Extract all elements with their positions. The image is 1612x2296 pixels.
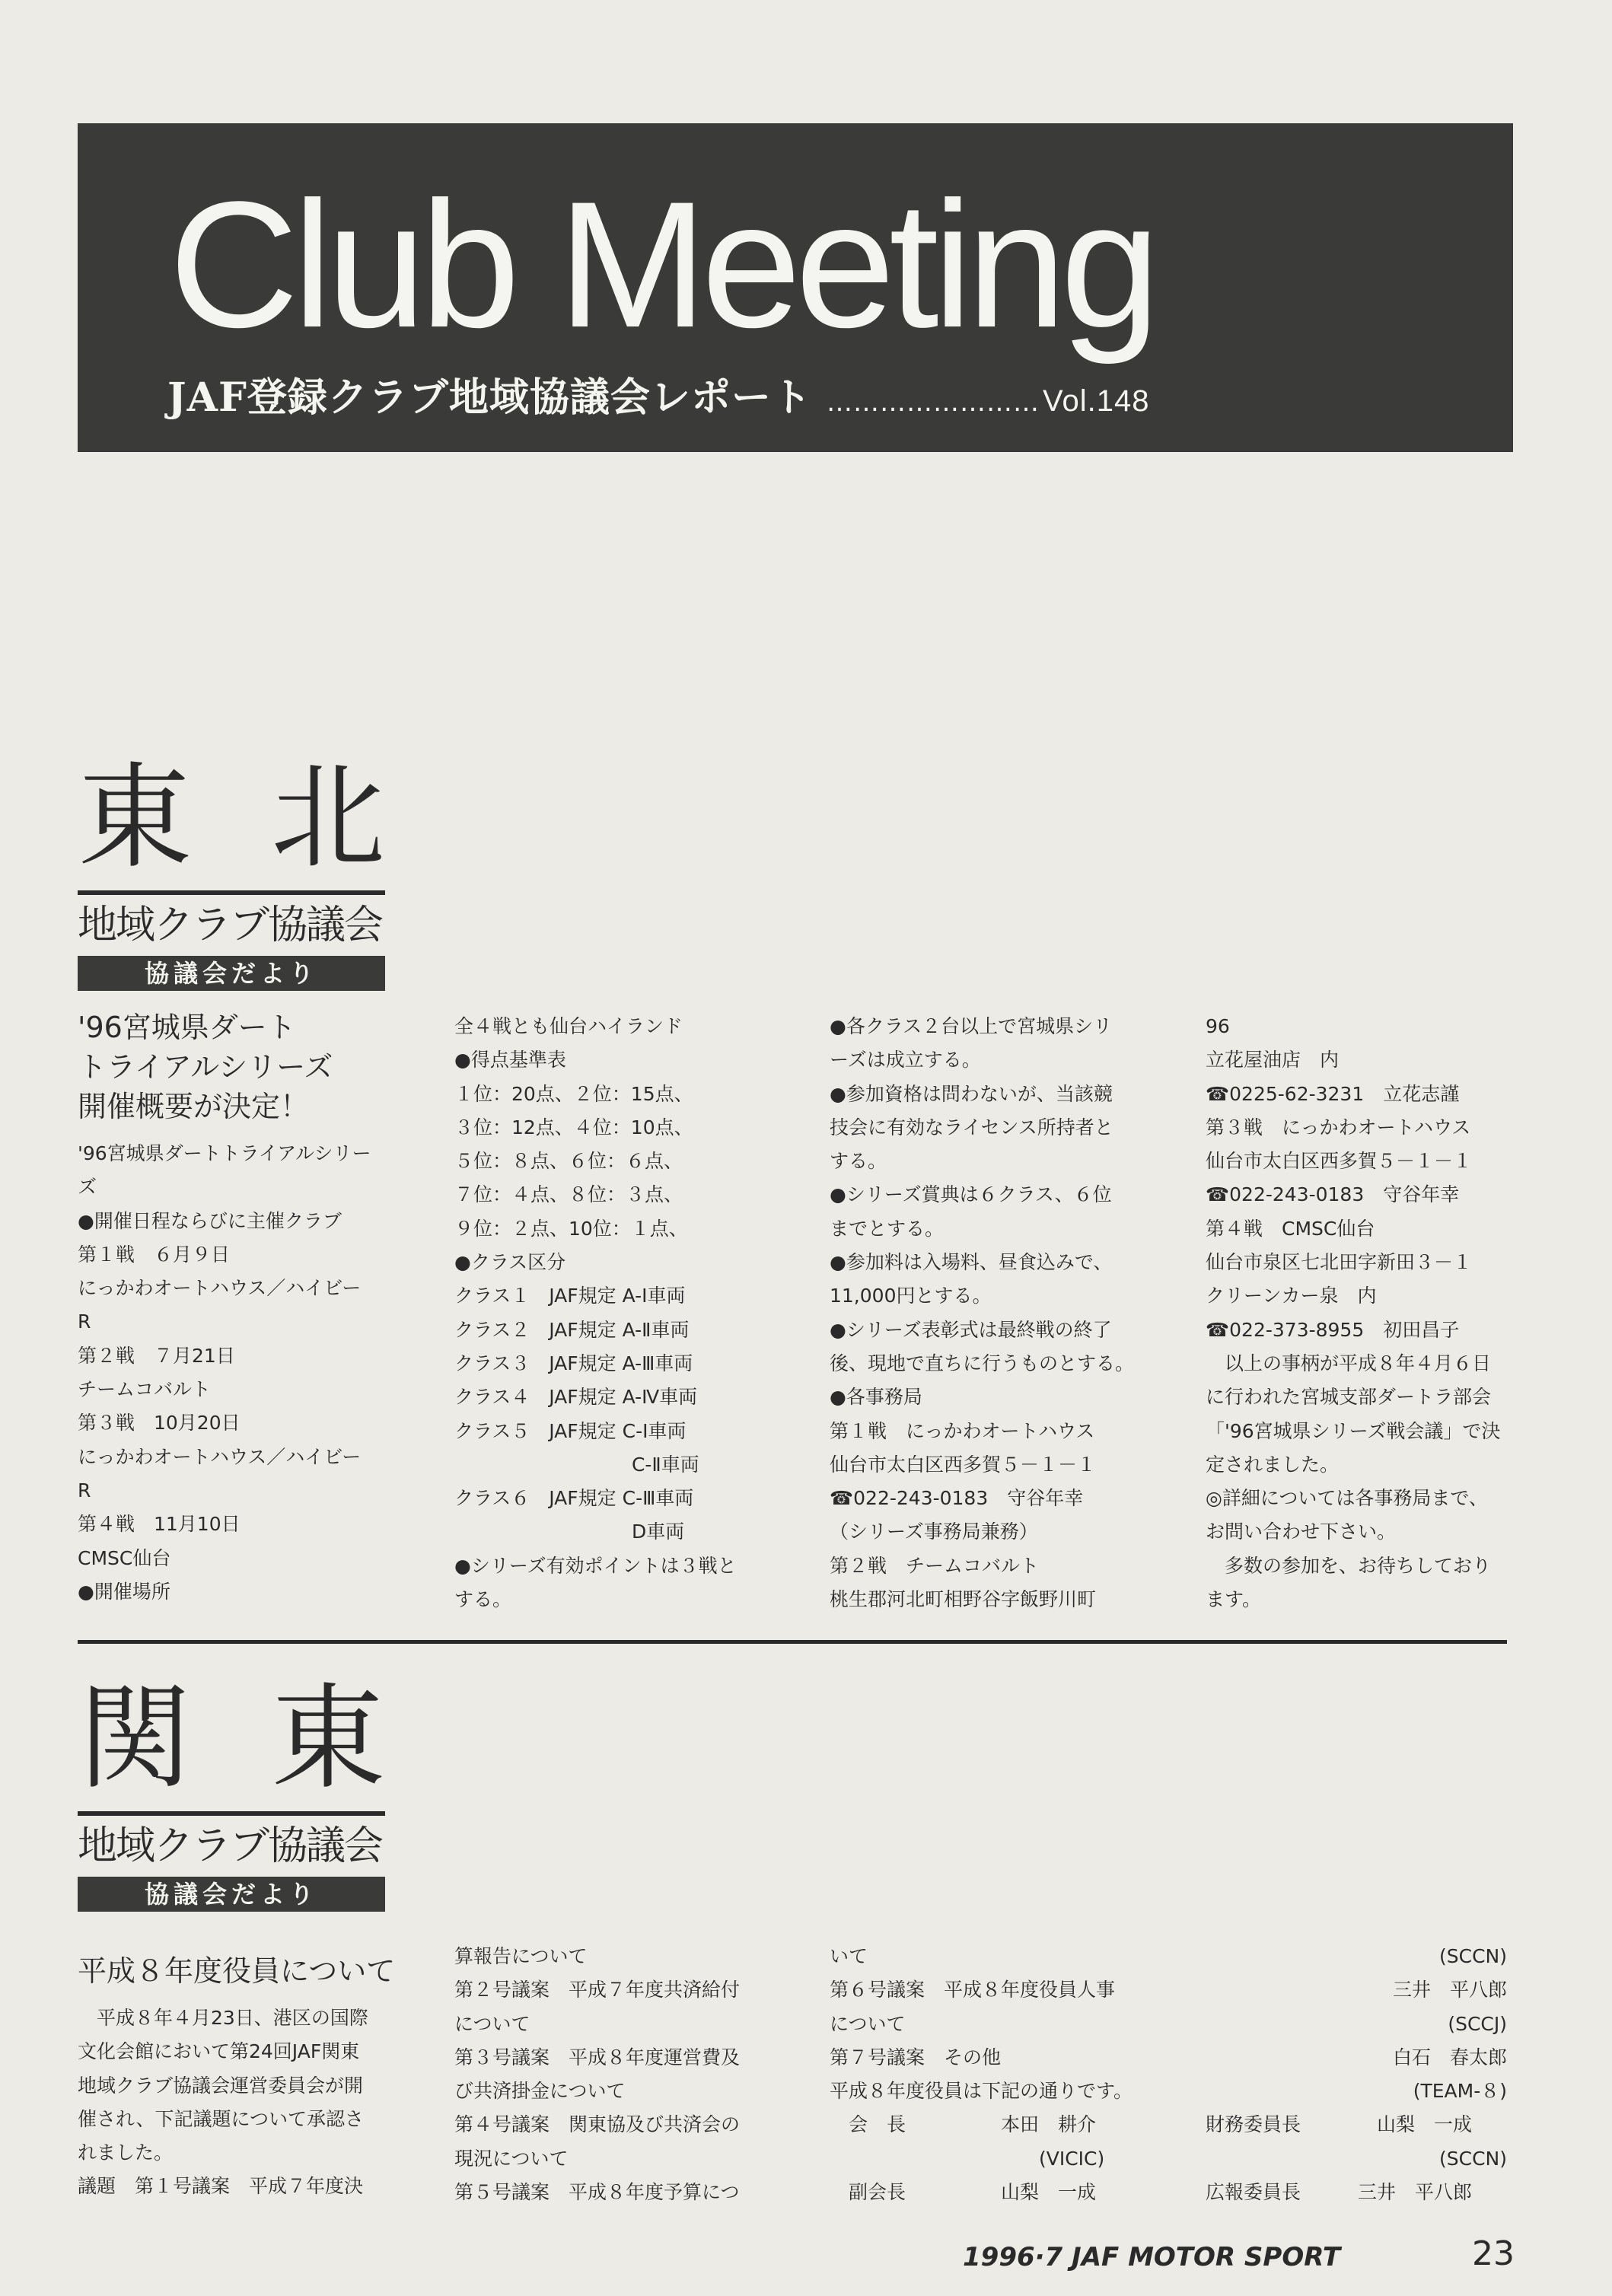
region-council: 地域クラブ協議会 [78,1823,383,1869]
region-rule [78,1811,385,1816]
region-name-char: 東 [270,1673,385,1805]
text-line: ●参加料は入場料、昼食込みで、 [830,1251,1113,1274]
text-line: いて [830,1945,868,1967]
text-line: に行われた宮城支部ダートラ部会 [1206,1386,1492,1409]
text-line: 第４戦 CMSC仙台 [1206,1217,1375,1240]
text-line: ☎022-243-0183 守谷年幸 [830,1487,1084,1510]
text-line: 現況について [454,2147,569,2170]
text-line: 全４戦とも仙台ハイランド [454,1015,683,1037]
text-line: 第５号議案 平成８年度予算につ [454,2181,740,2204]
text-line: 議題 第１号議案 平成７年度決 [78,2175,364,2198]
text-line: クラス６ JAF規定 C-Ⅲ車両 [454,1487,694,1510]
kanto-column-3 [830,1940,1149,2209]
text-line: ５位：８点、６位：６点、 [454,1150,683,1173]
text-line: ●各事務局 [830,1386,922,1409]
text-line: 第３号議案 平成８年度運営費及 [454,2046,741,2068]
text-line: （シリーズ事務局兼務） [830,1521,1038,1543]
region-tag: 協議会だより [78,1877,385,1912]
section-divider [78,1640,1507,1644]
text-line: ます。 [1206,1588,1262,1611]
text-line: 第３戦 にっかわオートハウス [1206,1116,1471,1138]
text-line: ☎0225-62-3231 立花志謹 [1206,1082,1460,1105]
text-line: ーズは成立する。 [830,1049,981,1072]
text-line: までとする。 [830,1217,945,1240]
text-line: ●参加資格は問わないが、当該競 [830,1082,1113,1105]
text-line: D車両 [454,1521,685,1543]
text-line: 定されました。 [1206,1453,1340,1476]
text-line: クリーンカー泉 内 [1206,1285,1377,1307]
text-line: 会 長 本田 耕介 [830,2113,1097,2136]
text-line: 白石 春太郎 [1392,2046,1507,2068]
text-line: 平成８年度役員は下記の通りです。 [830,2080,1133,2103]
text-line: ７位：４点、８位：３点、 [454,1183,683,1206]
region-name [78,1673,385,1805]
text-line: 算報告について [454,1945,588,1967]
text-line: 第２戦 ７月21日 [78,1344,235,1367]
article-headline: 平成８年度役員について [78,1954,396,1988]
text-line: 11,000円とする。 [830,1285,992,1307]
text-line: 96 [1206,1015,1230,1037]
page-subtitle [167,365,1149,422]
text-line: 第２号議案 平成７年度共済給付 [454,1979,741,2001]
text-line: 第１戦 ６月９日 [78,1243,231,1266]
text-line: 第１戦 にっかわオートハウス [830,1419,1095,1442]
text-line: クラス４ JAF規定 A-Ⅳ車両 [454,1386,698,1409]
text-line: 三井 平八郎 [1392,1979,1507,2001]
region-name [78,752,385,884]
volume-number: Vol.148 [1042,384,1150,418]
page-title: Club Meeting [169,164,1155,365]
text-line: (SCCN) [1439,1945,1507,1967]
text-line: ●開催場所 [78,1580,170,1603]
text-line: 仙台市太白区西多賀５－１－１ [1206,1150,1473,1173]
text-line: について [454,2012,530,2035]
text-line: 平成８年４月23日、港区の国際 [78,2007,368,2029]
text-line: クラス１ JAF規定 A-Ⅰ車両 [454,1285,686,1307]
text-line: １位：20点、２位：15点、 [454,1082,693,1105]
text-line: R [78,1479,91,1501]
article-headline: トライアルシリーズ [78,1050,333,1084]
text-line: (TEAM-８) [1413,2080,1507,2103]
text-line: 第６号議案 平成８年度役員人事 [830,1979,1116,2001]
text-line: 第４号議案 関東協及び共済会の [454,2113,741,2136]
text-line: ９位：２点、10位：１点、 [454,1217,688,1240]
text-line: する。 [454,1588,512,1611]
text-line: にっかわオートハウス／ハイビー [78,1277,362,1300]
region-name-char: 関 [78,1673,193,1805]
region-tag: 協議会だより [78,956,385,991]
text-line: 第２戦 チームコバルト [830,1554,1040,1577]
text-line: 催され、下記議題について承認さ [78,2107,365,2130]
footer-publication: 1996·7 JAF MOTOR SPORT [963,2242,1341,2272]
text-line: 多数の参加を、お待ちしており [1206,1554,1492,1577]
text-line: (SCCN) [1439,2147,1507,2170]
article-headline: '96宮城県ダート [78,1011,296,1044]
text-line: ●クラス区分 [454,1251,566,1274]
text-line: 文化会館において第24回JAF関東 [78,2040,360,2063]
subtitle-text: JAF登録クラブ地域協議会レポート [167,374,812,421]
text-line: ☎022-243-0183 守谷年幸 [1206,1183,1460,1206]
text-line: R [78,1310,91,1333]
text-line: 第４戦 11月10日 [78,1513,241,1536]
text-line: ●開催日程ならびに主催クラブ [78,1209,342,1232]
text-line: ●得点基準表 [454,1049,566,1072]
page-footer [963,2234,1515,2275]
tohoku-column-2 [454,1010,774,1616]
text-line: 以上の事柄が平成８年４月６日 [1206,1352,1492,1374]
text-line: 財務委員長 山梨 一成 [1206,2113,1473,2136]
page-number: 23 [1472,2234,1515,2273]
text-line: ◎詳細については各事務局まで、 [1206,1487,1488,1510]
text-line: クラス３ JAF規定 A-Ⅲ車両 [454,1352,693,1374]
text-line: 後、現地で直ちに行うものとする。 [830,1352,1135,1374]
tohoku-column-1 [78,1008,397,1609]
region-rule [78,890,385,895]
text-line: 桃生郡河北町相野谷字飯野川町 [830,1588,1097,1611]
text-line: クラス５ JAF規定 C-Ⅰ車両 [454,1419,687,1442]
text-line: 第７号議案 その他 [830,2046,1002,2068]
text-line: する。 [830,1150,887,1173]
text-line: '96宮城県ダートトライアルシリー [78,1142,371,1164]
text-line: お問い合わせ下さい。 [1206,1521,1397,1543]
text-line: ☎022-373-8955 初田昌子 [1206,1318,1460,1341]
text-line: 技会に有効なライセンス所持者と [830,1116,1113,1138]
text-line: 「'96宮城県シリーズ戦会議」で決 [1206,1419,1501,1442]
text-line: 副会長 山梨 一成 [830,2181,1097,2204]
text-line: について [830,2012,906,2035]
text-line: ●各クラス２台以上で宮城県シリ [830,1015,1113,1037]
tohoku-column-3 [830,1010,1149,1616]
text-line: ３位：12点、４位：10点、 [454,1116,693,1138]
tohoku-column-4 [1206,1010,1510,1616]
subtitle-dots: …………………… [826,387,1040,418]
text-line: れました。 [78,2142,174,2164]
text-line: 広報委員長 三井 平八郎 [1206,2181,1473,2204]
kanto-column-4 [1206,1940,1507,2209]
text-line: 仙台市泉区七北田字新田３－１ [1206,1251,1473,1274]
article-headline: 開催概要が決定！ [78,1090,310,1123]
text-line: 地域クラブ協議会運営委員会が開 [78,2074,364,2097]
text-line: クラス２ JAF規定 A-Ⅱ車両 [454,1318,690,1341]
kanto-column-2 [454,1940,774,2209]
text-line: ●シリーズ有効ポイントは３戦と [454,1554,737,1577]
kanto-heading [78,1673,385,1912]
text-line: 第３戦 10月20日 [78,1412,241,1435]
text-line: 仙台市太白区西多賀５－１－１ [830,1453,1097,1476]
text-line: び共済掛金について [454,2080,626,2103]
tohoku-heading [78,752,385,991]
region-name-char: 東 [78,752,193,884]
region-council: 地域クラブ協議会 [78,903,383,948]
kanto-column-1 [78,1951,397,2204]
text-line: 立花屋油店 内 [1206,1049,1340,1072]
text-line: チームコバルト [78,1378,212,1401]
text-line: にっかわオートハウス／ハイビー [78,1445,362,1468]
text-line: CMSC仙台 [78,1546,171,1569]
text-line: (VICIC) [830,2147,1105,2170]
text-line: ●シリーズ賞典は６クラス、６位 [830,1183,1112,1206]
region-name-char: 北 [270,752,385,884]
text-line: ●シリーズ表彰式は最終戦の終了 [830,1318,1112,1341]
text-line: C-Ⅱ車両 [454,1453,699,1476]
text-line: ズ [78,1176,97,1199]
text-line: (SCCJ) [1448,2012,1507,2035]
header-banner [78,123,1513,452]
